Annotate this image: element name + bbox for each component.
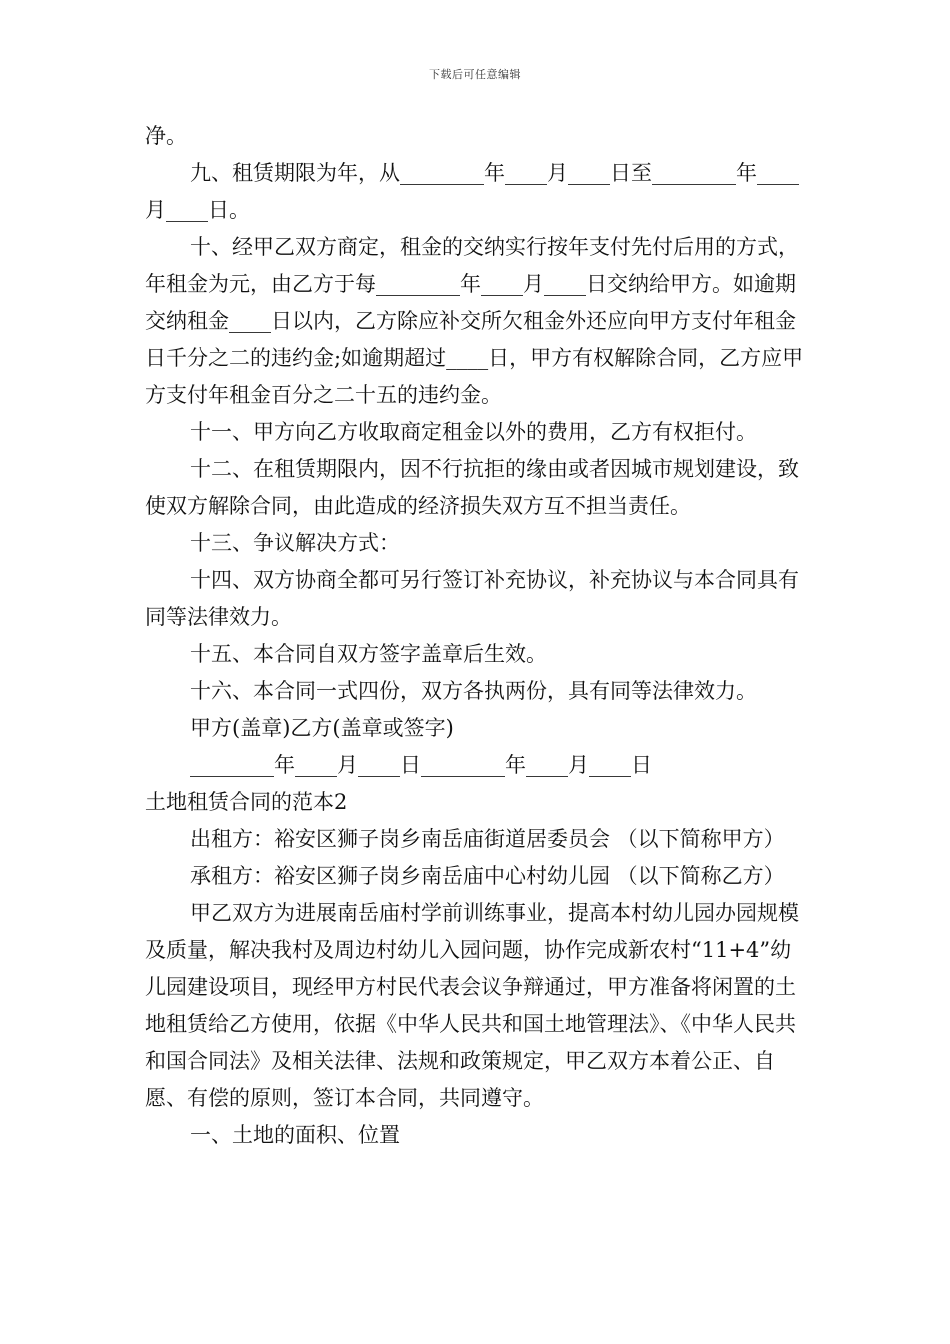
paragraph: 十四、双方协商全都可另行签订补充协议，补充协议与本合同具有同等法律效力。 [145, 568, 799, 629]
paragraph: 十一、甲方向乙方收取商定租金以外的费用，乙方有权拒付。 [190, 420, 757, 444]
paragraph: 一、土地的面积、位置 [190, 1123, 400, 1147]
document-body [145, 118, 811, 1154]
signature-line: 甲方(盖章)乙方(盖章或签字) [190, 716, 454, 740]
paragraph: 九、租赁期限为年，从________年____月____日至________年____月____日。 [145, 161, 799, 222]
paragraph: 出租方：裕安区狮子岗乡南岳庙街道居委员会 （以下简称甲方） [190, 827, 785, 851]
page-header-note: 下载后可任意编辑 [429, 68, 521, 81]
paragraph: 十五、本合同自双方签字盖章后生效。 [190, 642, 547, 666]
paragraph: 甲乙双方为进展南岳庙村学前训练事业，提高本村幼儿园办园规模及质量，解决我村及周边村幼儿入园问题，协作完成新农村“11+4”幼儿园建设项目，现经甲方村民代表会议争辩通过，甲方准备将闲置的土地租赁给乙方使用，依据《中华人民共和国土地管理法》、《中华人民共和国合同法》及相关法律、法规和政策规定，甲乙双方本着公正、自愿、有偿的原则，签订本合同，共同遵守。 [145, 901, 799, 1110]
paragraph: 十六、本合同一式四份，双方各执两份，具有同等法律效力。 [190, 679, 757, 703]
section-heading: 土地租赁合同的范本2 [145, 790, 348, 814]
paragraph: 十三、争议解决方式： [190, 531, 400, 555]
paragraph: 十二、在租赁期限内，因不行抗拒的缘由或者因城市规划建设，致使双方解除合同，由此造成的经济损失双方互不担当责任。 [145, 457, 799, 518]
date-line: ________年____月____日________年____月____日 [190, 753, 652, 777]
paragraph: 承租方：裕安区狮子岗乡南岳庙中心村幼儿园 （以下简称乙方） [190, 864, 785, 888]
paragraph: 净。 [145, 124, 187, 148]
paragraph: 十、经甲乙双方商定，租金的交纳实行按年支付先付后用的方式，年租金为元，由乙方于每________年____月____日交纳给甲方。如逾期交纳租金____日以内，乙方除应补交所欠租金外还应向甲方支付年租金日千分之二的违约金;如逾期超过____日，甲方有权解除合同，乙方应甲方支付年租金百分之二十五的违约金。 [145, 235, 804, 407]
